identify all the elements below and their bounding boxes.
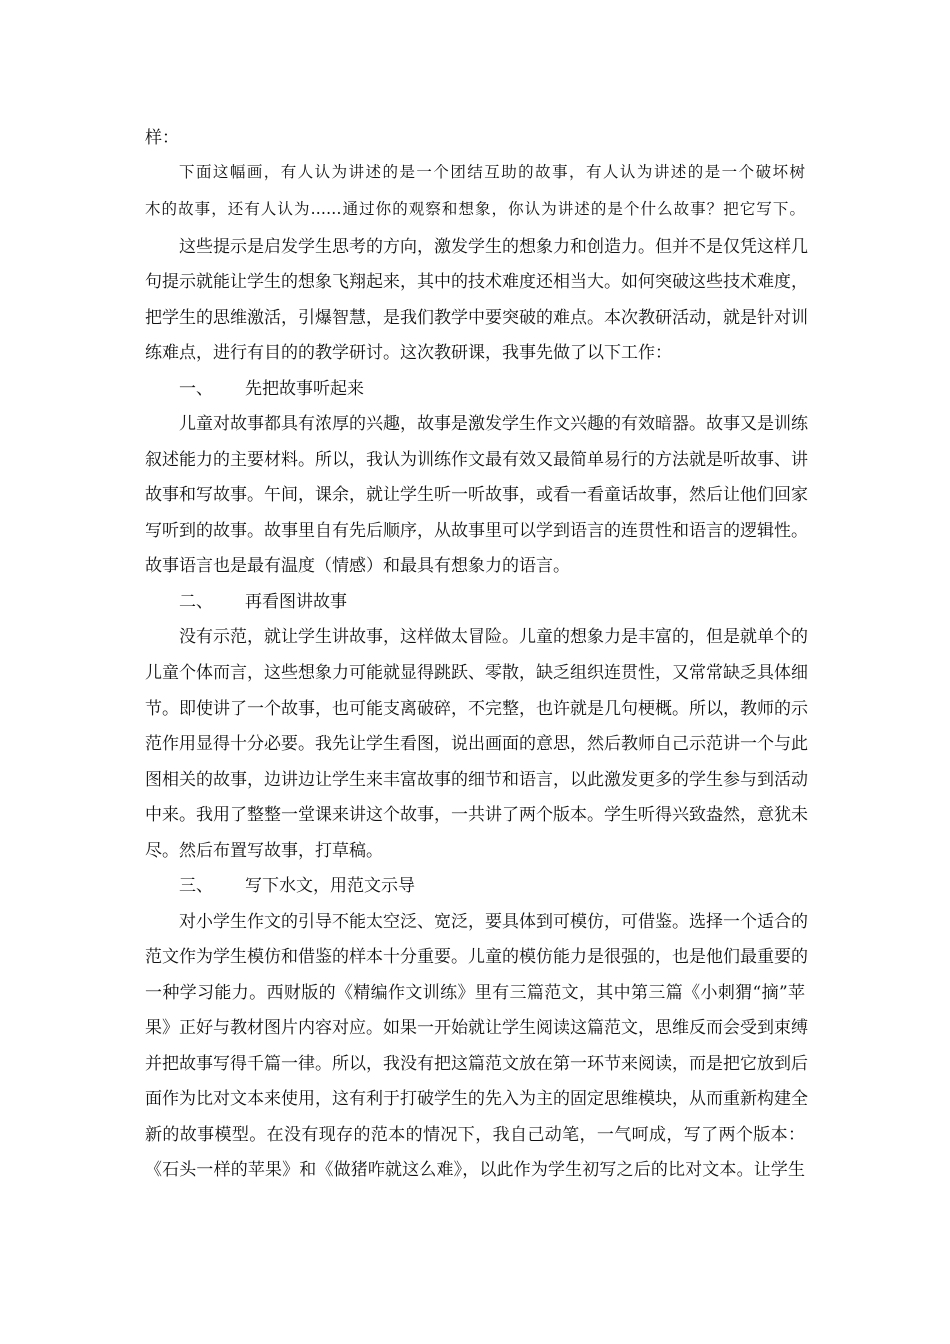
text-line: 没有示范，就让学生讲故事，这样做太冒险。儿童的想象力是丰富的，但是就单个的 bbox=[179, 627, 808, 647]
text-line: 范文作为学生模仿和借鉴的样本十分重要。儿童的模仿能力是很强的，也是他们最重要的 bbox=[145, 947, 808, 967]
text-line: 把学生的思维激活，引爆智慧，是我们教学中要突破的难点。本次教研活动，就是针对训 bbox=[145, 308, 808, 328]
text-line: 写听到的故事。故事里自有先后顺序，从故事里可以学到语言的连贯性和语言的逻辑性。 bbox=[145, 521, 808, 541]
section-heading bbox=[179, 590, 347, 614]
text-line: 范作用显得十分必要。我先让学生看图，说出画面的意思，然后教师自己示范讲一个与此 bbox=[145, 734, 808, 754]
section-number: 二、 bbox=[179, 592, 213, 612]
text-line: 儿童个体而言，这些想象力可能就显得跳跃、零散，缺乏组织连贯性，又常常缺乏具体细 bbox=[145, 663, 808, 683]
text-line: 故事语言也是最有温度（情感）和最具有想象力的语言。 bbox=[145, 556, 570, 576]
text-line: 图相关的故事，边讲边让学生来丰富故事的细节和语言，以此激发更多的学生参与到活动 bbox=[145, 770, 808, 790]
section-number: 一、 bbox=[179, 379, 213, 399]
text-line: 尽。然后布置写故事，打草稿。 bbox=[145, 841, 383, 861]
text-line: 果》正好与教材图片内容对应。如果一开始就让学生阅读这篇范文，思维反而会受到束缚 bbox=[145, 1018, 808, 1038]
text-line: 下面这幅画，有人认为讲述的是一个团结互助的故事，有人认为讲述的是一个破坏树 bbox=[179, 163, 805, 181]
text-line: 叙述能力的主要材料。所以，我认为训练作文最有效又最简单易行的方法就是听故事、讲 bbox=[145, 450, 808, 470]
section-title: 再看图讲故事 bbox=[245, 592, 347, 612]
section-heading bbox=[179, 874, 415, 898]
section-title: 写下水文，用范文示导 bbox=[245, 876, 415, 896]
text-line: 对小学生作文的引导不能太空泛、宽泛，要具体到可模仿，可借鉴。选择一个适合的 bbox=[179, 912, 808, 932]
text-line: 句提示就能让学生的想象飞翔起来，其中的技术难度还相当大。如何突破这些技术难度， bbox=[145, 272, 808, 292]
text-line: 新的故事模型。在没有现存的范本的情况下，我自己动笔，一气呵成，写了两个版本： bbox=[145, 1125, 805, 1145]
text-line: 并把故事写得千篇一律。所以，我没有把这篇范文放在第一环节来阅读，而是把它放到后 bbox=[145, 1054, 808, 1074]
section-title: 先把故事听起来 bbox=[245, 379, 364, 399]
text-line: 木的故事，还有人认为……通过你的观察和想象，你认为讲述的是个什么故事？把它写下。 bbox=[145, 200, 805, 218]
text-line: 这些提示是启发学生思考的方向，激发学生的想象力和创造力。但并不是仅凭这样几 bbox=[179, 237, 808, 257]
section-number: 三、 bbox=[179, 876, 213, 896]
text-line: 练难点，进行有目的的教学研讨。这次教研课，我事先做了以下工作： bbox=[145, 343, 672, 363]
text-line: 样： bbox=[145, 128, 179, 148]
text-line: 一种学习能力。西财版的《精编作文训练》里有三篇范文，其中第三篇《小刺猬“摘”苹 bbox=[145, 983, 805, 1003]
text-line: 儿童对故事都具有浓厚的兴趣，故事是激发学生作文兴趣的有效暗器。故事又是训练 bbox=[179, 414, 808, 434]
text-line: 中来。我用了整整一堂课来讲这个故事，一共讲了两个版本。学生听得兴致盎然，意犹未 bbox=[145, 805, 808, 825]
text-line: 故事和写故事。午间，课余，就让学生听一听故事，或看一看童话故事，然后让他们回家 bbox=[145, 485, 808, 505]
section-heading bbox=[179, 377, 364, 401]
text-line: 节。即使讲了一个故事，也可能支离破碎，不完整，也许就是几句梗概。所以，教师的示 bbox=[145, 699, 808, 719]
text-line: 《石头一样的苹果》和《做猪咋就这么难》，以此作为学生初写之后的比对文本。让学生 bbox=[145, 1160, 805, 1180]
text-line: 面作为比对文本来使用，这有利于打破学生的先入为主的固定思维模块，从而重新构建全 bbox=[145, 1089, 808, 1109]
